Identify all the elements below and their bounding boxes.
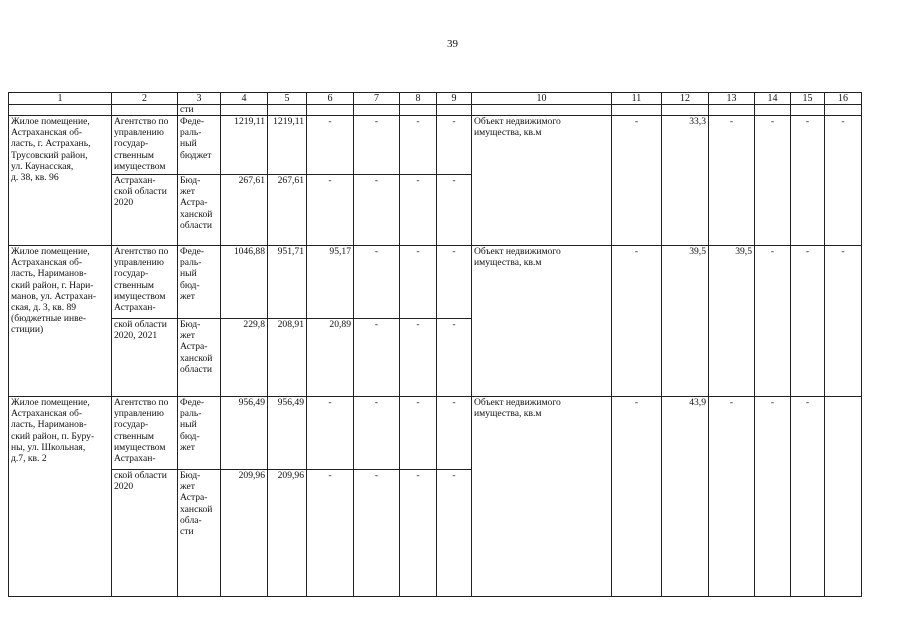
- header-cell: 11: [612, 93, 662, 105]
- page-number: 39: [447, 38, 458, 50]
- amount-cell: -: [307, 116, 354, 175]
- indicator-cell: 39,5: [709, 246, 755, 397]
- indicator-cell: -: [825, 116, 862, 246]
- funding-source: Бюд- жет Астра- ханской области: [178, 175, 221, 246]
- object-description: Жилое помещение, Астраханская об- ласть, г. Астрахань, Трусовский район, ул. Каунасская, д. 38, кв. 96: [9, 116, 112, 246]
- amount-cell: -: [400, 116, 437, 175]
- indicator-cell: 43,9: [662, 397, 709, 597]
- object-description: Жилое помещение, Астраханская об- ласть, Нариманов- ский район, г. Нари- манов, ул. Астрахан- ская, д. 3, кв. 89 (бюджетные инве- стиции): [9, 246, 112, 397]
- amount-cell: -: [437, 470, 472, 597]
- header-cell: 3: [178, 93, 221, 105]
- funding-source: Бюд- жет Астра- ханской области: [178, 319, 221, 397]
- investment-table: [8, 92, 862, 597]
- funding-source: Феде- раль- ный бюд- жет: [178, 397, 221, 470]
- amount-cell: 229,8: [221, 319, 268, 397]
- property-indicator: Объект недвижимого имущества, кв.м: [472, 397, 612, 597]
- amount-cell: -: [400, 246, 437, 319]
- agency-text: ской области 2020: [112, 470, 178, 597]
- funding-source: Феде- раль- ный бюджет: [178, 116, 221, 175]
- amount-cell: -: [437, 246, 472, 319]
- agency-text: Астрахан- ской области 2020: [112, 175, 178, 246]
- amount-cell: -: [354, 175, 400, 246]
- amount-cell: -: [354, 397, 400, 470]
- indicator-cell: -: [755, 116, 791, 246]
- amount-cell: 209,96: [221, 470, 268, 597]
- funding-source: Бюд- жет Астра- ханской обла- сти: [178, 470, 221, 597]
- amount-cell: -: [400, 319, 437, 397]
- amount-cell: 1219,11: [268, 116, 307, 175]
- indicator-cell: 33,3: [662, 116, 709, 246]
- amount-cell: 267,61: [268, 175, 307, 246]
- header-cell: 1: [9, 93, 112, 105]
- indicator-cell: -: [755, 246, 791, 397]
- amount-cell: 956,49: [221, 397, 268, 470]
- header-cell: 5: [268, 93, 307, 105]
- header-cell: 8: [400, 93, 437, 105]
- header-cell: 7: [354, 93, 400, 105]
- continuation-row: [9, 105, 862, 116]
- indicator-cell: -: [709, 116, 755, 246]
- header-cell: 12: [662, 93, 709, 105]
- amount-cell: -: [354, 116, 400, 175]
- amount-cell: 956,49: [268, 397, 307, 470]
- indicator-cell: -: [791, 246, 825, 397]
- property-indicator: Объект недвижимого имущества, кв.м: [472, 246, 612, 397]
- amount-cell: -: [307, 175, 354, 246]
- indicator-cell: -: [791, 116, 825, 246]
- amount-cell: -: [354, 246, 400, 319]
- funding-source: Феде- раль- ный бюд- жет: [178, 246, 221, 319]
- header-row: [9, 93, 862, 105]
- amount-cell: 208,91: [268, 319, 307, 397]
- agency-text: Агентство по управлению государ- ственным имуществом: [112, 116, 178, 175]
- header-cell: 13: [709, 93, 755, 105]
- amount-cell: -: [437, 397, 472, 470]
- header-cell: 2: [112, 93, 178, 105]
- indicator-cell: -: [825, 246, 862, 397]
- amount-cell: -: [354, 319, 400, 397]
- indicator-cell: -: [709, 397, 755, 597]
- header-cell: 4: [221, 93, 268, 105]
- object-row-funding-federal: [9, 246, 862, 319]
- amount-cell: 1046,88: [221, 246, 268, 319]
- amount-cell: 209,96: [268, 470, 307, 597]
- header-cell: 9: [437, 93, 472, 105]
- agency-text: Агентство по управлению государ- ственным имуществом Астрахан-: [112, 246, 178, 319]
- amount-cell: 1219,11: [221, 116, 268, 175]
- amount-cell: 951,71: [268, 246, 307, 319]
- agency-text: Агентство по управлению государ- ственным имуществом Астрахан-: [112, 397, 178, 470]
- header-cell: 6: [307, 93, 354, 105]
- amount-cell: -: [437, 319, 472, 397]
- object-description: Жилое помещение, Астраханская об- ласть, Нариманов- ский район, п. Буру- ны, ул. Школьная, д.7, кв. 2: [9, 397, 112, 597]
- amount-cell: -: [307, 470, 354, 597]
- amount-cell: -: [354, 470, 400, 597]
- indicator-cell: -: [612, 116, 662, 246]
- indicator-cell: -: [612, 397, 662, 597]
- header-cell: 16: [825, 93, 862, 105]
- indicator-cell: -: [791, 397, 825, 597]
- property-indicator: Объект недвижимого имущества, кв.м: [472, 116, 612, 246]
- amount-cell: -: [437, 116, 472, 175]
- continuation-text: сти: [178, 105, 221, 116]
- indicator-cell: 39,5: [662, 246, 709, 397]
- indicator-cell: -: [612, 246, 662, 397]
- amount-cell: 267,61: [221, 175, 268, 246]
- amount-cell: -: [437, 175, 472, 246]
- amount-cell: -: [400, 175, 437, 246]
- amount-cell: 20,89: [307, 319, 354, 397]
- object-row-funding-federal: [9, 397, 862, 470]
- indicator-cell: -: [755, 397, 791, 597]
- amount-cell: -: [400, 470, 437, 597]
- header-cell: 14: [755, 93, 791, 105]
- amount-cell: -: [400, 397, 437, 470]
- indicator-cell: [825, 397, 862, 597]
- amount-cell: -: [307, 397, 354, 470]
- amount-cell: 95,17: [307, 246, 354, 319]
- object-row-funding-federal: [9, 116, 862, 175]
- agency-text: ской области 2020, 2021: [112, 319, 178, 397]
- header-cell: 15: [791, 93, 825, 105]
- header-cell: 10: [472, 93, 612, 105]
